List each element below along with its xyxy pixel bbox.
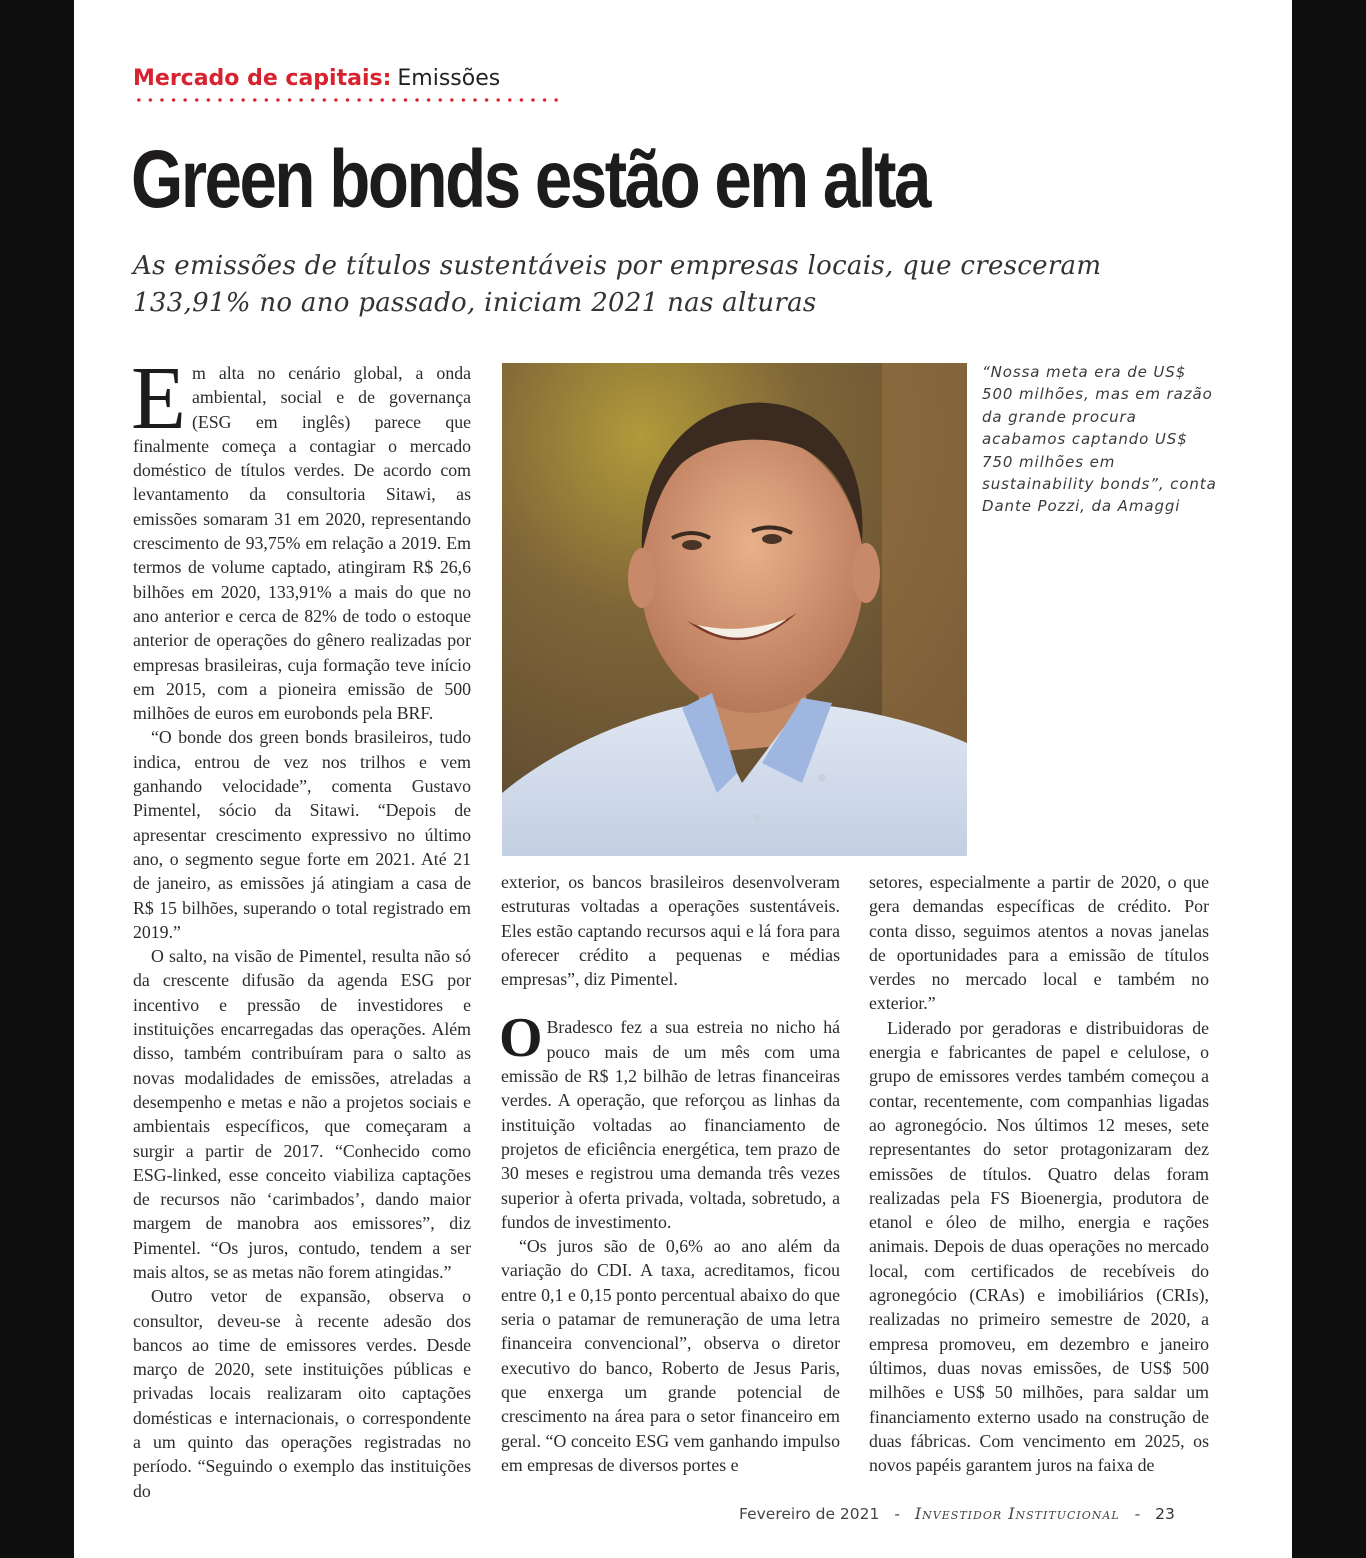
paragraph: Liderado por geradoras e distribuidoras de energia e fabricantes de papel e celulose, o grupo de emissores verdes também começou a contar, recentemente, com companhias ligadas ao agronegócio. Nos últimos 12 meses, sete representantes do setor protagonizaram dez emissões de títulos. Quatro delas foram realizadas pela FS Bioenergia, produtora de etanol e óleo de milho, energia e rações animais. Depois de duas operações no mercado local, com certificados de recebíveis do agronegócio (CRAs) e imobiliários (CRIs), realizadas no primeiro semestre de 2020, a empresa promoveu, em dezembro e janeiro últimos, duas novas emissões, de US$ 500 milhões e US$ 50 milhões, para saldar um financiamento externo usado na construção de duas fábricas. Com vencimento em 2025, os novos papéis garantem juros na faixa de [869, 1017, 1209, 1476]
paragraph-text: m alta no cenário global, a onda ambiental, social e de governança (ESG em inglês) parece que finalmente começa a contagiar o mercado doméstico de títulos verdes. De acordo com levantamento da consultoria Sitawi, as emissões somaram 31 em 2020, representando crescimento de 93,75% em relação a 2019. Em termos de volume captado, atingiram R$ 26,6 bilhões em 2020, 133,91% a mais do que no ano anterior e cerca de 82% de todo o estoque anterior de operações do gênero realizadas por empresas brasileiras, cuja formação teve início em 2015, com a pioneira emissão de 500 milhões de euros em eurobonds pela BRF. [133, 363, 471, 724]
pull-quote: “Nossa meta era de US$ 500 milhões, mas em razão da grande procura acabamos captando US$ 750 milhões em sustainability bonds”, conta Dante Pozzi, da Amaggi [982, 363, 1217, 516]
article-column-3 [869, 870, 1209, 1477]
headline: Green bonds estão em alta [131, 134, 929, 225]
publication-name: Investidor Institucional [914, 1504, 1120, 1523]
paragraph: “Os juros são de 0,6% ao ano além da variação do CDI. A taxa, acreditamos, ficou entre 0,1 e 0,15 ponto percentual abaixo do que seria o patamar de remuneração de uma letra financeira convencional”, observa o diretor executivo do banco, Roberto de Jesus Paris, que enxerga um grande potencial de crescimento na área para o setor financeiro em geral. “O conceito ESG vem ganhando impulso em empresas de diversos portes e [501, 1236, 840, 1475]
paragraph: O salto, na visão de Pimentel, resulta não só da crescente difusão da agenda ESG por incentivo e pressão de investidores e instituições encarregadas das operações. Além disso, também contribuíram para o salto as novas modalidades de emissões, atreladas a desempenho e metas e não a projetos sociais e ambientais específicos, que começaram a surgir a partir de 2017. “Conhecido como ESG-linked, esse conceito viabiliza captações de recursos não ‘carimbados’, dando maior margem de manobra aos emissores”, diz Pimentel. “Os juros, contudo, tendem a ser mais altos, se as metas não forem atingidas.” [133, 946, 471, 1282]
paragraph: setores, especialmente a partir de 2020, o que gera demandas específicas de crédito. Por conta disso, seguimos atentos a novas janelas de oportunidades para a emissão de títulos verdes no mercado local e também no exterior.” [869, 872, 1209, 1014]
paragraph: Outro vetor de expansão, observa o consultor, deveu-se à recente adesão dos bancos ao time de emissores verdes. Desde março de 2020, sete instituições públicas e privadas locais realizaram oito captações domésticas e internacionais, o correspondente a um quinto das operações registradas no período. “Seguindo o exemplo das instituições do [133, 1286, 471, 1501]
paragraph: “O bonde dos green bonds brasileiros, tudo indica, entrou de vez nos trilhos e vem ganhando velocidade”, comenta Gustavo Pimentel, sócio da Sitawi. “Depois de apresentar crescimento expressivo no último ano, o segmento segue forte em 2021. Até 21 de janeiro, as emissões já atingiam a casa de R$ 15 bilhões, superando o total registrado em 2019.” [133, 727, 471, 942]
section-kicker [133, 64, 500, 94]
issue-date: Fevereiro de 2021 [739, 1505, 880, 1523]
subsection-label: Emissões [397, 66, 501, 91]
subheadline: As emissões de títulos sustentáveis por empresas locais, que cresceram 133,91% no ano passado, iniciam 2021 nas alturas [133, 251, 1102, 318]
magazine-page [74, 0, 1292, 1558]
section-label: Mercado de capitais: [133, 66, 392, 91]
portrait-illustration [502, 363, 967, 856]
page-number: 23 [1155, 1505, 1175, 1523]
paragraph: exterior, os bancos brasileiros desenvolveram estruturas voltadas a operações sustentáveis. Eles estão captando recursos aqui e lá fora para oferecer crédito a pequenas e médias empresas”, diz Pimentel. [501, 872, 840, 990]
drop-cap: E [131, 349, 186, 448]
article-column-2 [501, 870, 840, 1477]
paragraph [499, 1007, 840, 1234]
article-column-1 [131, 349, 471, 1503]
footer-separator: - [1134, 1505, 1141, 1523]
footer-separator: - [894, 1505, 900, 1523]
paragraph-text: Bradesco fez a sua estreia no nicho há pouco mais de um mês com uma emissão de R$ 1,2 bilhão de letras financeiras verdes. A operação, que reforçou as linhas da instituição voltadas ao financiamento de projetos de eficiência energética, tem prazo de 30 meses e registrou uma demanda três vezes superior à oferta privada, voltada, sobretudo, a fundos de investimento. [501, 1017, 840, 1232]
paragraph [131, 349, 471, 725]
page-footer [739, 1502, 1175, 1526]
portrait-photo [502, 363, 967, 856]
drop-cap: O [499, 1007, 543, 1070]
dotted-rule [133, 97, 563, 103]
